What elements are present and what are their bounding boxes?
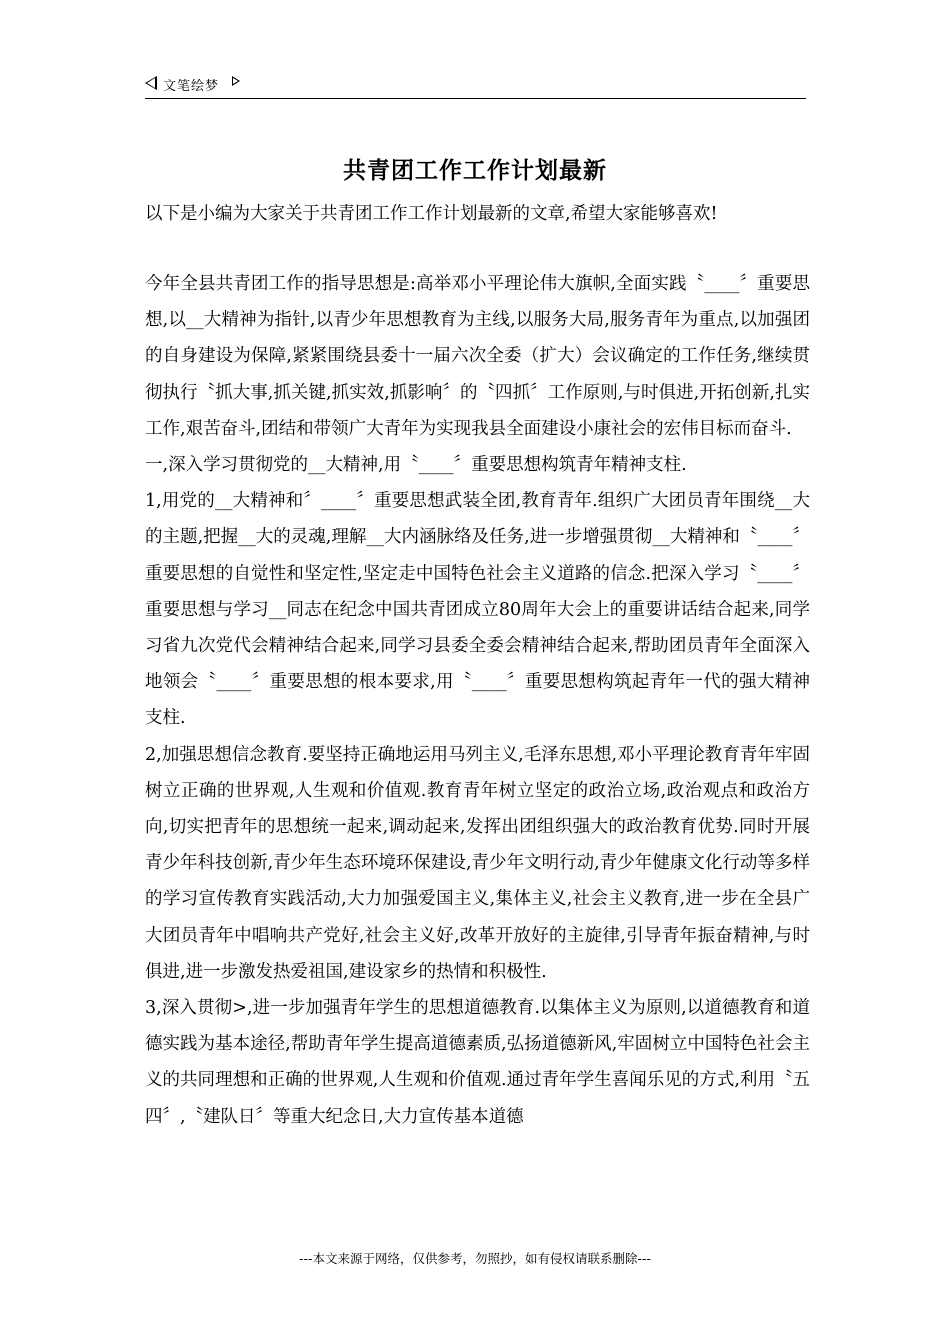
paragraph-item-2: 2,加强思想信念教育.要坚持正确地运用马列主义,毛泽东思想,邓小平理论教育青年牢固树立正确的世界观,人生观和价值观.教育青年树立坚定的政治立场,政治观点和政治方向,切实把青年的思想统一起来,调动起来,发挥出团组织强大的政治教育优势.同时开展青少年科技创新,青少年生态环境环保建设,青少年文明行动,青少年健康文化行动等多样的学习宣传教育实践活动,大力加强爱国主义,集体主义,社会主义教育,进一步在全县广大团员青年中唱响共产党好,社会主义好,改革开放好的主旋律,引导青年振奋精神,与时俱进,进一步激发热爱祖国,建设家乡的热情和积极性. [145, 744, 810, 982]
document-title: 共青团工作工作计划最新 [343, 158, 607, 184]
paragraph-guiding-thought: 今年全县共青团工作的指导思想是:高举邓小平理论伟大旗帜,全面实践〝____〞重要思想,以__大精神为指针,以青少年思想教育为主线,以服务大局,服务青年为重点,以加强团的自身建设为保障,紧紧围绕县委十一届六次全委（扩大）会议确定的工作任务,继续贯彻执行〝抓大事,抓关键,抓实效,抓影响〞的〝四抓〞工作原则,与时俱进,开拓创新,扎实工作,艰苦奋斗,团结和带领广大青年为实现我县全面建设小康社会的宏伟目标而奋斗. [145, 274, 810, 439]
paragraph-item-3: 3,深入贯彻>,进一步加强青年学生的思想道德教育.以集体主义为原则,以道德教育和道德实践为基本途径,帮助青年学生提高道德素质,弘扬道德新风,牢固树立中国特色社会主义的共同理想和正确的世界观,人生观和价值观.通过青年学生喜闻乐见的方式,利用〝五四〞,〝建队日〞等重大纪念日,大力宣传基本道德 [145, 998, 810, 1127]
document-intro: 以下是小编为大家关于共青团工作工作计划最新的文章,希望大家能够喜欢! [145, 204, 718, 224]
left-triangle-icon [145, 76, 157, 90]
right-triangle-icon [232, 76, 240, 86]
document-body [145, 266, 810, 1135]
section-heading-1: 一,深入学习贯彻党的__大精神,用〝____〞重要思想构筑青年精神支柱. [145, 455, 687, 476]
paragraph-item-1: 1,用党的__大精神和〞____〞重要思想武装全团,教育青年.组织广大团员青年围绕__大的主题,把握__大的灵魂,理解__大内涵脉络及任务,进一步增强贯彻__大精神和〝____〞重要思想的自觉性和坚定性,坚定走中国特色社会主义道路的信念.把深入学习〝____〞重要思想与学习__同志在纪念中国共青团成立80周年大会上的重要讲话结合起来,同学习省九次党代会精神结合起来,同学习县委全委会精神结合起来,帮助团员青年全面深入地领会〝____〞重要思想的根本要求,用〝____〞重要思想构筑起青年一代的强大精神支柱. [145, 491, 810, 729]
page-footer-notice: ---本文来源于网络，仅供参考，勿照抄，如有侵权请联系删除--- [298, 1251, 652, 1266]
page-header [145, 72, 806, 99]
header-brand: 文笔绘梦 [163, 79, 220, 94]
